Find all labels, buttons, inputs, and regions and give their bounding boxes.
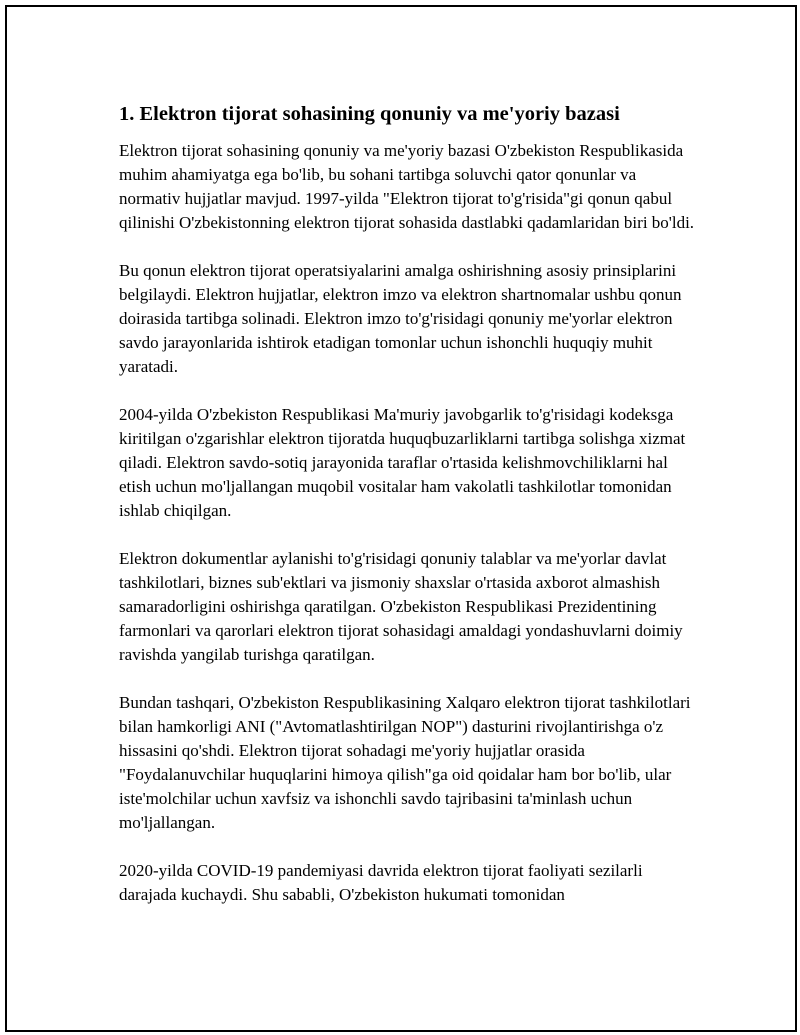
paragraph-6: 2020-yilda COVID-19 pandemiyasi davrida elektron tijorat faoliyati sezilarli darajada kuchaydi. Shu sababli, O'zbekiston hukumati tomonidan bbox=[119, 861, 643, 904]
section-title: 1. Elektron tijorat sohasining qonuniy va me'yoriy bazasi bbox=[119, 103, 620, 125]
page-frame bbox=[5, 5, 797, 1032]
paragraph-2: Bu qonun elektron tijorat operatsiyalarini amalga oshirishning asosiy prinsiplarini belgilaydi. Elektron hujjatlar, elektron imzo va elektron shartnomalar ushbu qonun doirasida tartibga solinadi. Elektron imzo to'g'risidagi qonuniy me'yorlar elektron savdo jarayonlarida ishtirok etadigan tomonlar uchun ishonchli huquqiy muhit yaratadi. bbox=[119, 261, 682, 376]
paragraph-3: 2004-yilda O'zbekiston Respublikasi Ma'muriy javobgarlik to'g'risidagi kodeksga kiritilgan o'zgarishlar elektron tijoratda huquqbuzarliklarni tartibga solishga xizmat qiladi. Elektron savdo-sotiq jarayonida taraflar o'rtasida kelishmovchiliklarni hal etish uchun mo'ljallangan muqobil vositalar ham vakolatli tashkilotlar tomonidan ishlab chiqilgan. bbox=[119, 405, 686, 520]
document-body bbox=[119, 95, 699, 931]
paragraph-4: Elektron dokumentlar aylanishi to'g'risidagi qonuniy talablar va me'yorlar davlat tashkilotlari, biznes sub'ektlari va jismoniy shaxslar o'rtasida axborot almashish samaradorligini oshirishga qaratilgan. O'zbekiston Respublikasi Prezidentining farmonlari va qarorlari elektron tijorat sohasidagi amaldagi yondashuvlarni doimiy ravishda yangilab turishga qaratilgan. bbox=[119, 549, 683, 664]
paragraph-1: Elektron tijorat sohasining qonuniy va me'yoriy bazasi O'zbekiston Respublikasida muhim ahamiyatga ega bo'lib, bu sohani tartibga soluvchi qator qonunlar va normativ hujjatlar mavjud. 1997-yilda "Elektron tijorat to'g'risida"gi qonun qabul qilinishi O'zbekistonning elektron tijorat sohasida dastlabki qadamlaridan biri bo'ldi. bbox=[119, 141, 695, 232]
paragraph-5: Bundan tashqari, O'zbekiston Respublikasining Xalqaro elektron tijorat tashkilotlari bilan hamkorligi ANI ("Avtomatlashtirilgan NOP") dasturini rivojlantirishga o'z hissasini qo'shdi. Elektron tijorat sohadagi me'yoriy hujjatlar orasida "Foydalanuvchilar huquqlarini himoya qilish"ga oid qoidalar ham bor bo'lib, ular iste'molchilar uchun xavfsiz va ishonchli savdo tajribasini ta'minlash uchun mo'ljallangan. bbox=[119, 693, 691, 832]
